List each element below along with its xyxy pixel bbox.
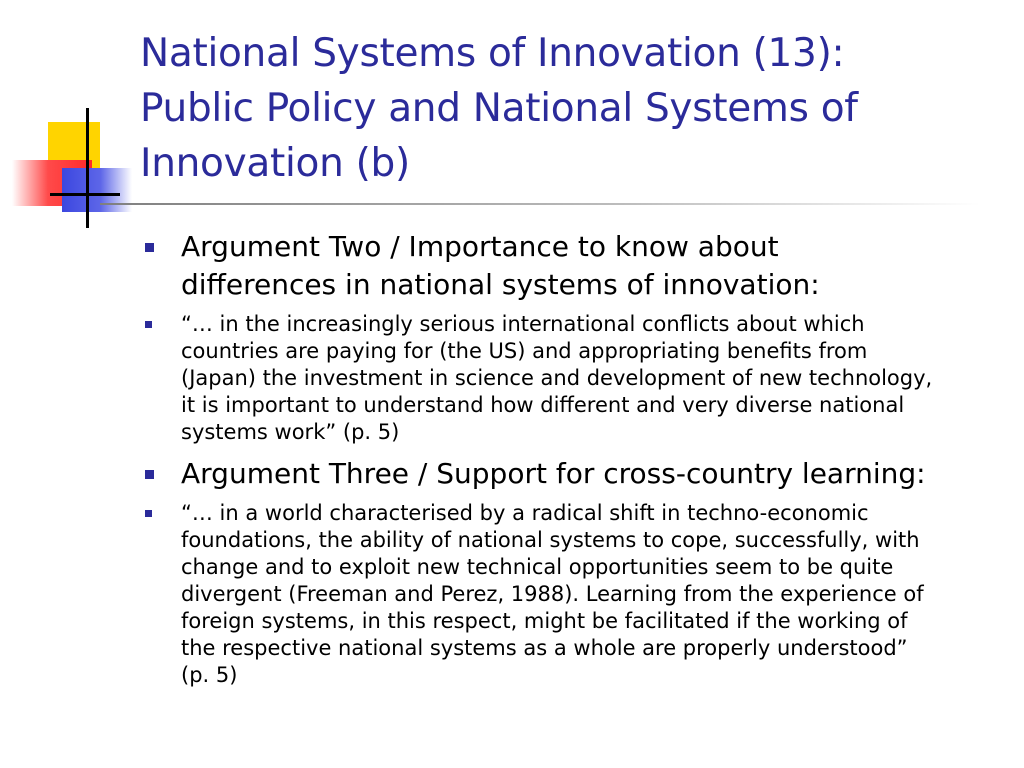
title-divider — [100, 203, 980, 205]
square-bullet-icon — [145, 470, 154, 479]
slide-title — [140, 26, 1000, 191]
bullet-line: change and to exploit new technical opportunities seem to be quite — [181, 555, 894, 579]
logo-horizontal-line — [50, 193, 120, 196]
title-line: Innovation (b) — [140, 141, 410, 186]
bullet-item — [140, 455, 1000, 493]
bullet-line: Argument Three / Support for cross-country learning: — [181, 457, 926, 490]
bullet-item — [140, 228, 1000, 304]
bullet-item — [140, 500, 1000, 689]
square-bullet-icon — [145, 321, 152, 328]
bullet-line: countries are paying for (the US) and appropriating benefits from — [181, 339, 868, 363]
square-bullet-icon — [145, 510, 152, 517]
bullet-list — [140, 228, 1000, 698]
bullet-line: it is important to understand how different and very diverse national — [181, 393, 905, 417]
bullet-line: (p. 5) — [181, 663, 238, 687]
title-line: Public Policy and National Systems of — [140, 86, 858, 131]
bullet-line: “… in a world characterised by a radical shift in techno-economic — [181, 501, 869, 525]
logo-blue-bar — [62, 168, 132, 212]
bullet-line: “… in the increasingly serious international conflicts about which — [181, 312, 865, 336]
square-bullet-icon — [145, 243, 154, 252]
bullet-line: the respective national systems as a whole are properly understood” — [181, 636, 908, 660]
bullet-line: differences in national systems of innovation: — [181, 268, 820, 301]
bullet-line: systems work” (p. 5) — [181, 420, 400, 444]
bullet-line: Argument Two / Importance to know about — [181, 230, 779, 263]
bullet-item — [140, 311, 1000, 446]
logo-vertical-line — [86, 108, 89, 228]
bullet-line: foreign systems, in this respect, might be facilitated if the working of — [181, 609, 908, 633]
slide-logo-icon — [0, 100, 140, 230]
title-line: National Systems of Innovation (13): — [140, 31, 845, 76]
bullet-line: divergent (Freeman and Perez, 1988). Learning from the experience of — [181, 582, 924, 606]
bullet-line: (Japan) the investment in science and development of new technology, — [181, 366, 933, 390]
bullet-line: foundations, the ability of national systems to cope, successfully, with — [181, 528, 920, 552]
